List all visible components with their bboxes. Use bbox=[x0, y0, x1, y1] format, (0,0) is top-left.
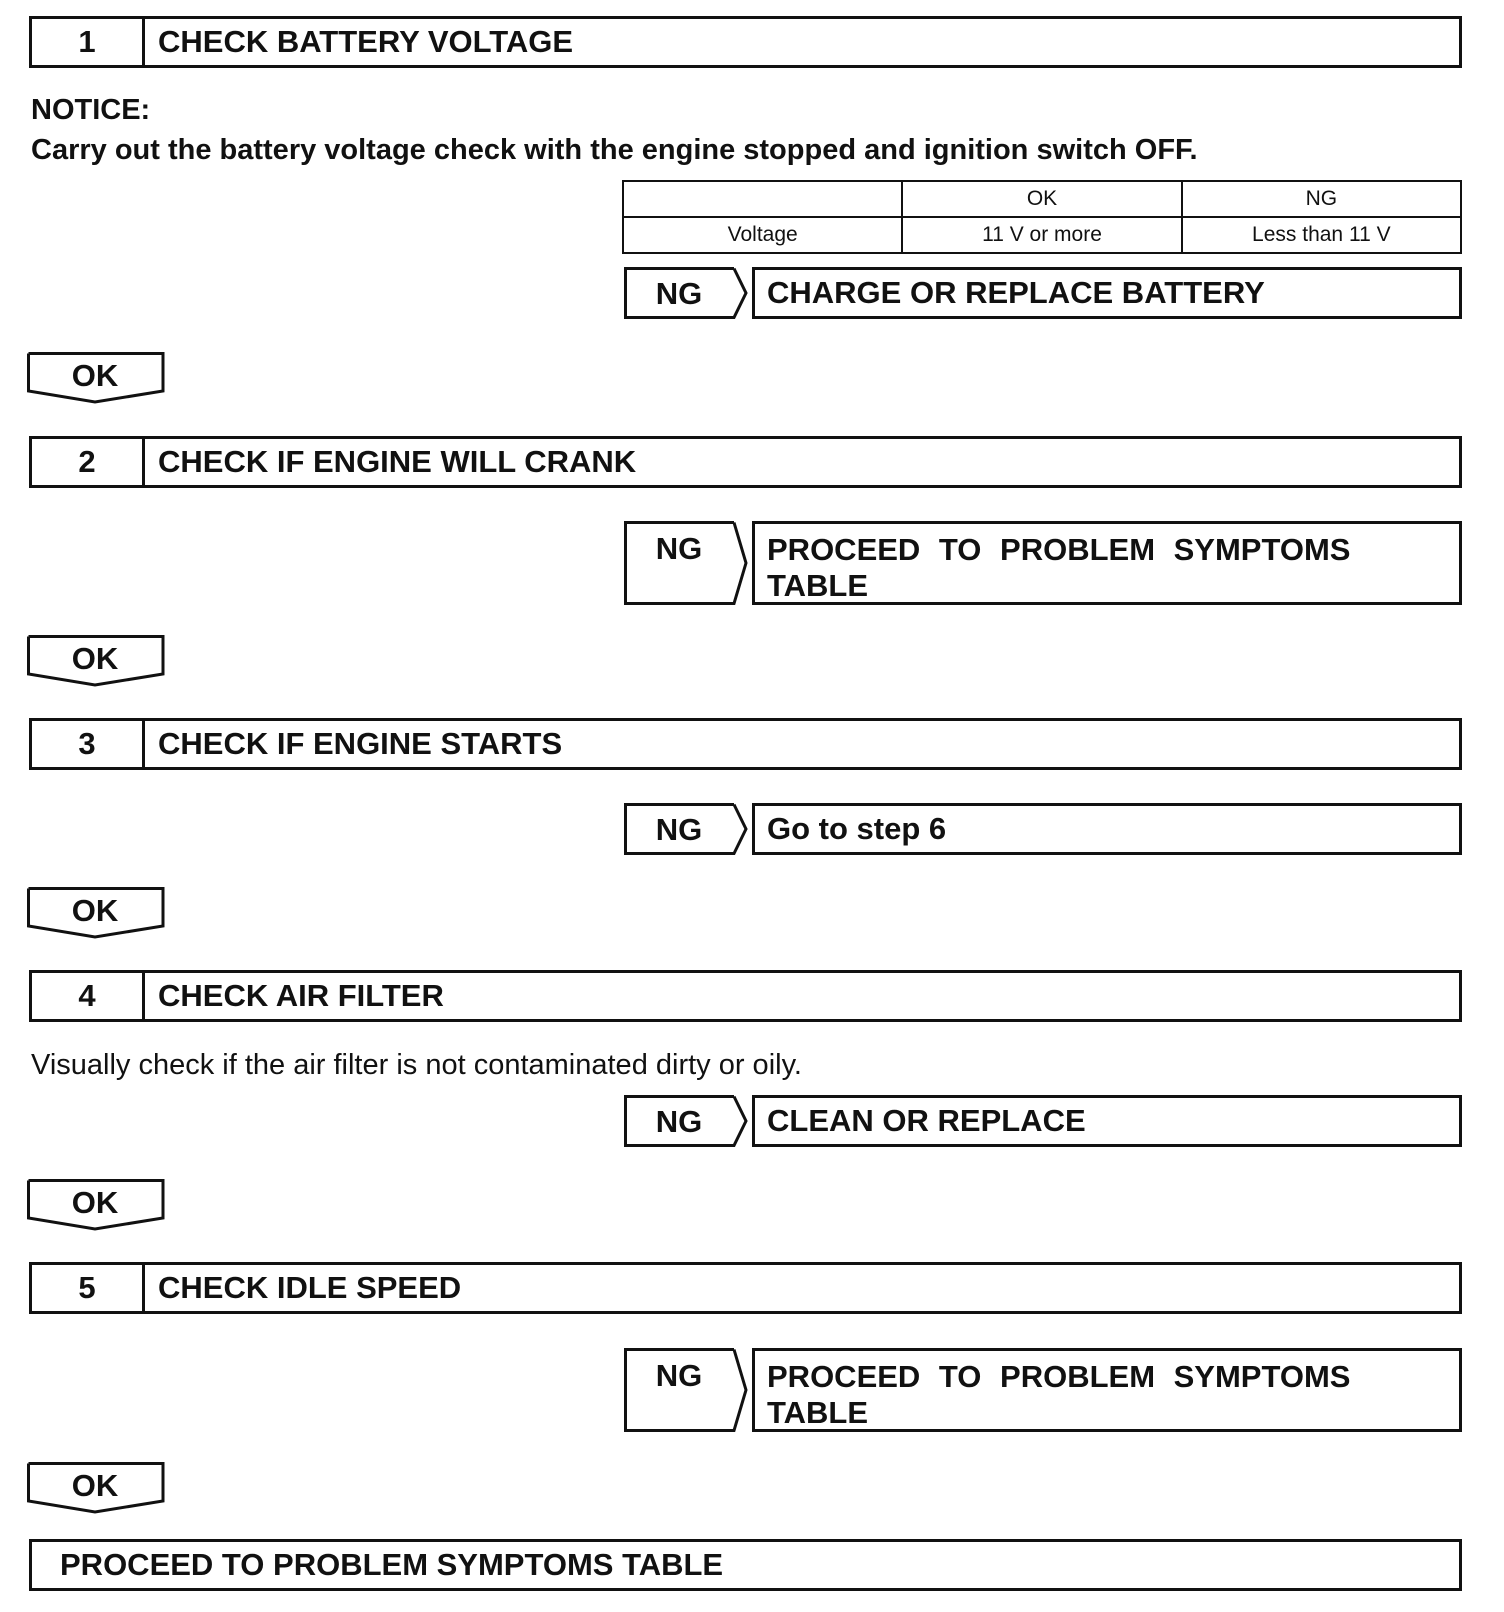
ok-label: OK bbox=[71, 893, 119, 928]
ng-result-box: CHARGE OR REPLACE BATTERY bbox=[752, 267, 1462, 319]
step-5-header bbox=[29, 1262, 1462, 1314]
ok-arrow bbox=[27, 887, 167, 939]
ng-arrow bbox=[624, 1095, 748, 1147]
ng-label: NG bbox=[655, 812, 703, 847]
step-4-header bbox=[29, 970, 1462, 1022]
ok-arrow bbox=[27, 1179, 167, 1231]
step-title: CHECK AIR FILTER bbox=[158, 978, 444, 1013]
step-number: 2 bbox=[32, 439, 145, 485]
table-cell: Less than 11 V bbox=[1182, 217, 1461, 253]
ng-result-box: PROCEED TO PROBLEM SYMPTOMS TABLE bbox=[752, 1348, 1462, 1432]
ng-result-box: CLEAN OR REPLACE bbox=[752, 1095, 1462, 1147]
voltage-spec-table bbox=[622, 180, 1462, 254]
step-number: 4 bbox=[32, 973, 145, 1019]
notice-text: Carry out the battery voltage check with the engine stopped and ignition switch OFF. bbox=[31, 134, 1198, 166]
ng-result-box: Go to step 6 bbox=[752, 803, 1462, 855]
step-title: CHECK IF ENGINE WILL CRANK bbox=[158, 444, 637, 479]
ok-label: OK bbox=[71, 641, 119, 676]
ng-arrow bbox=[624, 521, 748, 605]
ng-label: NG bbox=[655, 276, 703, 311]
step-1-header bbox=[29, 16, 1462, 68]
step-title: CHECK BATTERY VOLTAGE bbox=[158, 24, 574, 59]
table-cell: Voltage bbox=[623, 217, 902, 253]
table-header-cell: NG bbox=[1182, 181, 1461, 217]
ng-label: NG bbox=[655, 531, 703, 566]
step-number: 5 bbox=[32, 1265, 145, 1311]
final-result-box: PROCEED TO PROBLEM SYMPTOMS TABLE bbox=[29, 1539, 1462, 1591]
ng-arrow bbox=[624, 803, 748, 855]
table-cell: 11 V or more bbox=[902, 217, 1181, 253]
ok-arrow bbox=[27, 1462, 167, 1514]
ok-arrow bbox=[27, 352, 167, 404]
step-number: 3 bbox=[32, 721, 145, 767]
ng-result-box: PROCEED TO PROBLEM SYMPTOMS TABLE bbox=[752, 521, 1462, 605]
step-title: CHECK IDLE SPEED bbox=[158, 1270, 462, 1305]
table-header-row bbox=[623, 181, 1461, 217]
step-title: CHECK IF ENGINE STARTS bbox=[158, 726, 563, 761]
ok-label: OK bbox=[71, 1468, 119, 1503]
step-number: 1 bbox=[32, 19, 145, 65]
step-2-header bbox=[29, 436, 1462, 488]
ng-arrow bbox=[624, 267, 748, 319]
table-header-cell: OK bbox=[902, 181, 1181, 217]
air-filter-instruction: Visually check if the air filter is not contaminated dirty or oily. bbox=[31, 1049, 802, 1081]
ok-arrow bbox=[27, 635, 167, 687]
notice-heading: NOTICE: bbox=[31, 94, 151, 126]
table-header-cell bbox=[623, 181, 902, 217]
ng-label: NG bbox=[655, 1104, 703, 1139]
table-row bbox=[623, 217, 1461, 253]
step-3-header bbox=[29, 718, 1462, 770]
ng-arrow bbox=[624, 1348, 748, 1432]
ok-label: OK bbox=[71, 358, 119, 393]
ng-label: NG bbox=[655, 1358, 703, 1393]
ok-label: OK bbox=[71, 1185, 119, 1220]
